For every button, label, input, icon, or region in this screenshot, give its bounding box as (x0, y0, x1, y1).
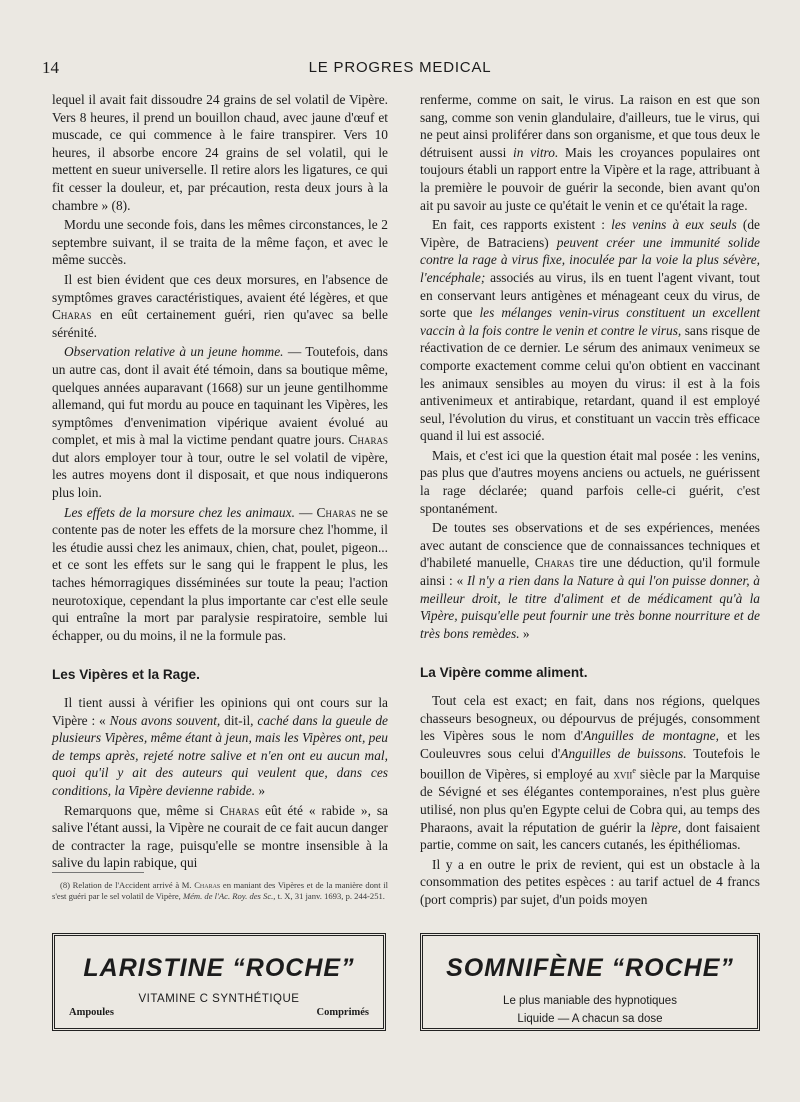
footnote: (8) Relation de l'Accident arrivé à M. Charas en maniant des Vipères et de la manière dont il s'est guéri par le sel volatil de Vipère, Mém. de l'Ac. Roy. des Sc., t. X, 31 janv. 1693, p. 244-251. (52, 880, 389, 901)
section-heading: La Vipère comme aliment. (420, 665, 588, 681)
advertisement-somnifene (420, 933, 760, 1031)
section-title: Observation relative à un jeune homme. (64, 344, 284, 360)
paragraph: renferme, comme on sait, le virus. La raison en est que son sang, comme son venin glandulaire, d'ailleurs, tue le virus, qui ne peut ainsi proliférer dans son organisme, et que tous deux le détruisent aussi in vitro. Mais les croyances populaires ont toujours établi un rapport entre la Vipère et la rage, attribuant à la première le pouvoir de guérir la seconde, bien avant qu'on ait pu savoir au juste ce qu'était le venin et ce qu'était la rage. (420, 92, 760, 213)
page-number: 14 (42, 58, 59, 77)
quotation: Il n'y a rien dans la Nature à qui l'on puisse donner, à meilleur droit, le titre d'aliment et de médicament qu'à la Vipère, puisqu'elle peut fournir une très bonne nourriture et de très bons remèdes. (420, 573, 760, 641)
ad-title: LARISTINE “ROCHE” (83, 954, 355, 982)
author-name: Charas (534, 555, 575, 571)
paragraph: lequel il avait fait dissoudre 24 grains de sel volatil de Vipère. Vers 8 heures, il prend un bouillon chaud, avec jaune d'œuf et muscade, ce qui commence à le faire transpirer. Vers 10 heures, il absorbe encore 24 grains de sel volatil, qui le mettent en sueur universelle. Il retire alors les ligatures, ce qui fit cesser la douleur, et, par précaution, resta deux jours à la chambre » (8). (52, 92, 388, 213)
author-name: Charas (52, 307, 92, 323)
paragraph: Les effets de la morsure chez les animaux. — Charas ne se contente pas de noter les effets de la morsure chez l'homme, il les étudie aussi chez les animaux, chien, chat, poulet, pigeon... et ce sont les effets sur le sang qui le frappent le plus, les taches hémorragiques disséminées sur toute la peau; l'action neurotoxique, cependant la plus importante car c'est elle seule qui entraîne la mort par paralysie respiratoire, semble lui échapper, ou du moins, il ne la formule pas. (52, 504, 388, 643)
paragraph: Il est bien évident que ces deux morsures, en l'absence de symptômes graves caractéristiques, avaient été légères, et que Charas en eût certainement guéri, rien qu'avec sa belle sérénité. (52, 271, 388, 340)
running-title: LE PROGRES MEDICAL (308, 59, 492, 76)
ad-tagline: Le plus maniable des hypnotiques (503, 995, 677, 1007)
author-name: Charas (219, 802, 260, 818)
ad-subtitle: VITAMINE C SYNTHÉTIQUE (138, 993, 300, 1005)
ad-foot-right: Comprimés (316, 1007, 369, 1018)
ad-title: SOMNIFÈNE “ROCHE” (446, 954, 734, 982)
paragraph: Observation relative à un jeune homme. — Toutefois, dans un autre cas, dont il avait été témoin, dans sa boutique même, quelques années auparavant (1668) sur un jeune gentilhomme allemand, qui fut mordu au pouce en taquinant les Vipères, les symptômes d'envenimation vipérique avaient évolué au complet, et mis à mal la victime pendant quatre jours. Charas dut alors employer tour à tour, outre le sel volatil de vipère, les autres moyens dont il disposait, et que nous indiquerons plus loin. (52, 344, 388, 501)
footnote-rule (52, 872, 144, 873)
author-name: Charas (316, 504, 356, 520)
paragraph: Remarquons que, même si Charas eût été « rabide », sa salive l'étant aussi, la Vipère ne courait de ce fait aucun danger de contracter la rage, puisqu'elle se montre insensible à la salive du lapin rabique, qui (52, 802, 388, 871)
paragraph: En fait, ces rapports existent : les venins à eux seuls (de Vipère, de Batraciens) peuvent créer une immunité solide contre la rage à virus fixe, inoculée par la voie la plus sévère, l'encéphale; associés au virus, ils en tuent l'agent vivant, tout en conservant leurs antigènes et ménageant ceux du virus, de sorte que les mélanges venin-virus constituent un excellent vaccin à la fois contre le venin et contre le virus, sans risque de réactivation de ce dernier. Le sérum des animaux venimeux se comporte exactement comme celui qu'on obtient en vaccinant les animaux sensibles au moyen du virus: il est à la fois antivenimeux et antirabique, retardant, quand il est employé seul, l'évolution du virus, et constituant un vaccin très efficace quand il lui est associé. (420, 217, 761, 444)
paragraph: Il y a en outre le prix de revient, qui est un obstacle à la consommation des petites espèces : au tarif actuel de 4 francs (port compris) par sujet, d'un poids moyen (420, 856, 760, 907)
paragraph: Tout cela est exact; en fait, dans nos régions, quelques chasseurs besogneux, ou dépourvus de préjugés, consomment les Vipères sous le nom d'Anguilles de montagne, et les Couleuvres sous celui d'Anguilles de buissons. Toutefois le bouillon de Vipères, si employé au xvii$^e$ siècle par la Marquise de Sévigné et ses élégantes contemporaines, n'est plus guère utilisé, non plus qu'en Egypte celui de Cobra qui, au temps des Pharaons, avait la réputation de guérir la lèpre, dont faisaient partie, comme on sait, les cancers cutanés, les épithéliomas. (420, 693, 760, 853)
left-column (52, 91, 388, 874)
paragraph: De toutes ses observations et de ses expériences, menées avec autant de conscience que de connaissances techniques et d'habileté manuelle, Charas tire une déduction, qu'il formule ainsi : « Il n'y a rien dans la Nature à qui l'on puisse donner, à meilleur droit, le titre d'aliment et de médicament qu'à la Vipère, puisqu'elle peut fournir une très bonne nourriture et de très bons remèdes. » (420, 520, 760, 641)
advertisement-laristine (52, 933, 386, 1031)
paragraph: Il tient aussi à vérifier les opinions qui ont cours sur la Vipère : « Nous avons souvent, dit-il, caché dans la gueule de plusieurs Vipères, même étant à jeun, mais les Vipères ont, peu de temps après, rejeté notre salive et n'en ont eu aucun mal, quoi qu'il y ait des auteurs qui veulent que, dans ces conditions, la Vipère devienne rabide. » (52, 695, 389, 798)
paragraph: Mais, et c'est ici que la question était mal posée : les venins, pas plus que d'autres moyens anciens ou actuels, ne guérissent la rage déclarée; quand parfois celle-ci guérit, c'est spontanément. (420, 447, 760, 516)
paragraph: Mordu une seconde fois, dans les mêmes circonstances, le 2 septembre suivant, il se traita de la même façon, et avec le même succès. (52, 217, 388, 268)
ad-foot-left: Ampoules (69, 1007, 114, 1018)
section-heading: Les Vipères et la Rage. (52, 667, 200, 683)
author-name: Charas (348, 432, 388, 448)
section-title: Les effets de la morsure chez les animaux. (64, 504, 295, 520)
ad-tagline: Liquide — A chacun sa dose (517, 1013, 663, 1025)
right-column (420, 91, 760, 911)
